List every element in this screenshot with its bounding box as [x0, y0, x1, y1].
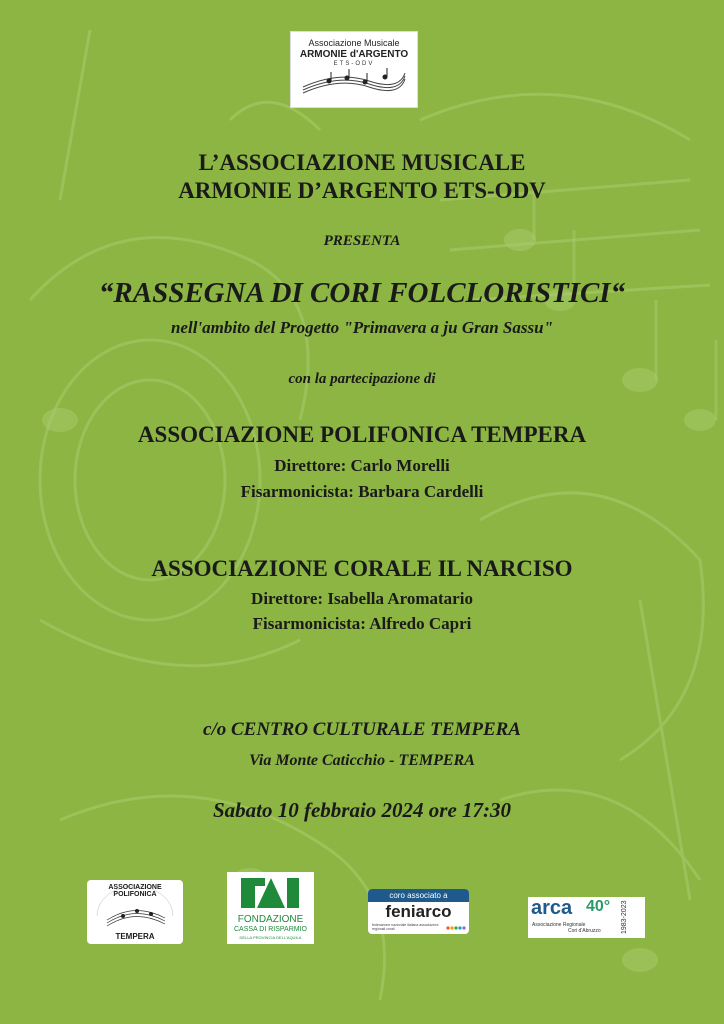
armonie-argento-logo	[290, 31, 418, 108]
choir-2-name: ASSOCIAZIONE CORALE IL NARCISO	[151, 556, 573, 581]
event-datetime: Sabato 10 febbraio 2024 ore 17:30	[212, 798, 512, 822]
organizer-line-2: ARMONIE D’ARGENTO ETS-ODV	[178, 178, 546, 203]
feniarco-top-label: coro associato a	[368, 889, 469, 902]
music-staff-notes-icon	[299, 67, 409, 95]
fondazione-line-2: CASSA DI RISPARMIO	[234, 926, 307, 933]
arca-sub-1: Associazione Regionale	[532, 922, 586, 928]
feniarco-subtext: federazione nazionale italiana associazioni regionali corali	[372, 923, 439, 931]
logo-line-2: ARMONIE d'ARGENTO	[299, 49, 409, 60]
event-subtitle: nell'ambito del Progetto "Primavera a ju Gran Sassu"	[170, 318, 554, 337]
arca-years: 1983-2023	[621, 900, 628, 935]
fondazione-emblem-icon	[227, 872, 314, 912]
arca-sub-2: Cori d'Abruzzo	[568, 928, 601, 934]
participation-label: con la partecipazione di	[288, 371, 436, 387]
event-title: “RASSEGNA DI CORI FOLCLORISTICI“	[98, 277, 626, 309]
venue-address: Via Monte Caticchio - TEMPERA	[249, 752, 475, 769]
polifonica-logo-top-text: ASSOCIAZIONE POLIFONICA	[108, 884, 162, 898]
organizer-line-1: L’ASSOCIAZIONE MUSICALE	[198, 150, 526, 175]
logo-line-1: Associazione Musicale	[308, 38, 400, 48]
venue-name: c/o CENTRO CULTURALE TEMPERA	[203, 719, 521, 740]
fondazione-carispaq-logo	[227, 872, 314, 944]
polifonica-logo-bottom-text: TEMPERA	[115, 932, 155, 941]
choir-1-director: Direttore: Carlo Morelli	[274, 456, 450, 475]
arca-logo	[528, 897, 645, 938]
choir-2-director: Direttore: Isabella Aromatario	[251, 589, 473, 608]
choir-1-name: ASSOCIAZIONE POLIFONICA TEMPERA	[137, 422, 587, 447]
choir-1-accordion: Fisarmonicista: Barbara Cardelli	[240, 482, 484, 501]
fondazione-line-3: DELLA PROVINCIA DELL'AQUILA	[239, 935, 302, 940]
arca-anniversary: 40°	[586, 898, 611, 915]
presenta-label: PRESENTA	[323, 233, 401, 249]
polifonica-tempera-logo	[87, 880, 183, 944]
feniarco-dots-icon	[446, 924, 466, 932]
feniarco-name: feniarco	[385, 902, 452, 921]
choir-2-accordion: Fisarmonicista: Alfredo Capri	[252, 614, 472, 633]
fondazione-line-1: FONDAZIONE	[237, 914, 304, 925]
arca-name: arca	[531, 897, 573, 919]
feniarco-logo	[368, 889, 469, 934]
logo-line-3: ETS-ODV	[333, 61, 375, 67]
